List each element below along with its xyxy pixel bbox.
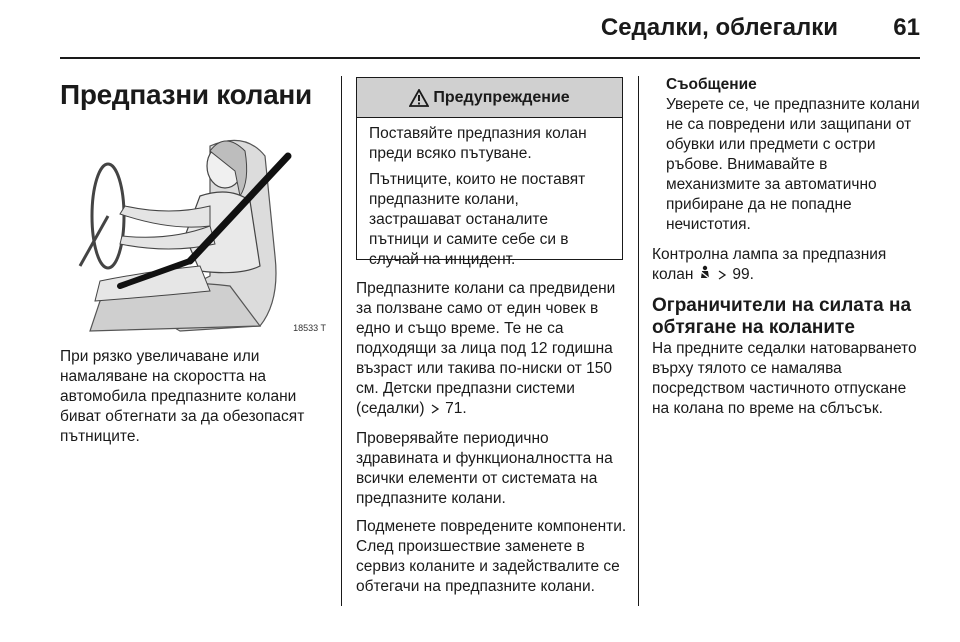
column-1	[60, 347, 330, 455]
message-block	[652, 75, 924, 235]
message-text: Уверете се, че предпазните колани не са повредени или защипани от обувки или предмети с остри ръбове. Внимавайте в механизмите за автоматично прибиране да не попадне нечистотия.	[666, 96, 920, 233]
header-divider	[60, 57, 920, 59]
page-number: 61	[893, 14, 920, 41]
usage-paragraph	[356, 279, 628, 421]
control-lamp-text: Контролна лампа за предпазния колан	[652, 246, 887, 283]
figure-code: 18533 T	[293, 323, 326, 333]
usage-page-ref[interactable]: 71.	[445, 400, 467, 417]
subsection-text: На предните седалки натоварването върху тялото се намалява посредством частичното отпускане на колана по време на сблъсък.	[652, 340, 917, 417]
replacement-paragraph: Подменете повредените компоненти. След произшествие заменете в сервиз коланите и задействалите се обтегачи на предпазните колани.	[356, 518, 627, 595]
warning-header	[357, 78, 622, 118]
column-2	[356, 279, 628, 605]
warning-text-2: Пътниците, които не поставят предпазните колани, застрашават останалите пътници и самите себе си в случай на инцидент.	[369, 171, 586, 268]
control-lamp-page-ref[interactable]: 99.	[732, 266, 754, 283]
warning-text-1: Поставяйте предпазния колан преди всяко пътуване.	[369, 125, 587, 162]
header-title: Седалки, облегалки	[600, 14, 838, 41]
control-lamp-paragraph	[652, 245, 924, 287]
seatbelt-lamp-icon	[698, 265, 712, 287]
warning-triangle-icon	[409, 89, 429, 107]
page-reference-arrow-icon	[429, 401, 441, 421]
usage-text: Предпазните колани са предвидени за ползване само от един човек в едно и също време. Те не са подходящи за лица под 12 годишна възраст или такива по-ниски от 150 см. Детски предпазни системи (седалки)	[356, 280, 616, 417]
column-divider-1	[341, 76, 342, 606]
column-3	[652, 75, 924, 427]
intro-paragraph: При рязко увеличаване или намаляване на скоростта на автомобила предпазните колани биват обтегнати за да обезопасят пътниците.	[60, 348, 305, 445]
column-divider-2	[638, 76, 639, 606]
warning-title: Предупреждение	[433, 88, 570, 106]
section-title: Предпазни колани	[60, 79, 312, 110]
message-title: Съобщение	[666, 76, 757, 93]
page-reference-arrow-icon	[716, 267, 728, 287]
seatbelt-illustration	[60, 126, 326, 336]
inspection-paragraph: Проверявайте периодично здравината и функционалността на всички елементи от системата на предпазните колани.	[356, 430, 613, 507]
subsection-title: Ограничители на силата на обтягане на коланите	[652, 295, 912, 338]
warning-body	[357, 118, 622, 282]
warning-box	[356, 77, 623, 268]
